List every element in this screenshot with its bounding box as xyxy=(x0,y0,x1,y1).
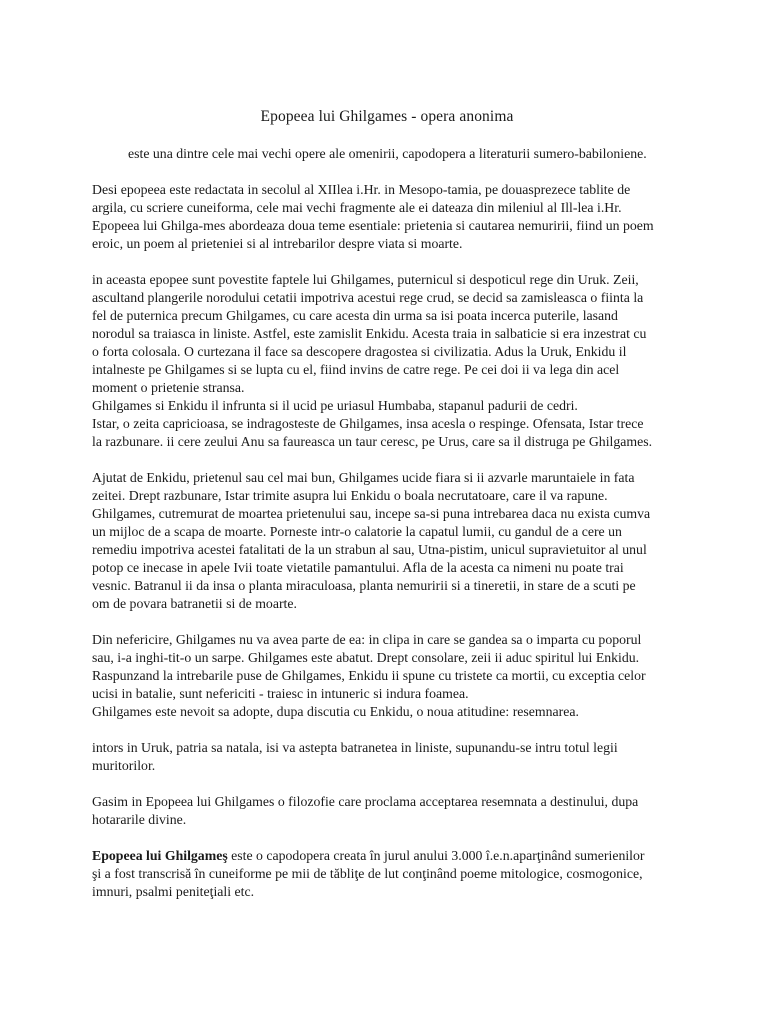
document-page xyxy=(92,0,682,1024)
paragraph-capodopera-text: este o capodopera creata în jurul anului 3.000 î.e.n.aparţinând sumerienilor şi a fost transcrisă în cuneiforme pe mii de tăbliţe de lut conţinând poeme mitologice, cosmogonice, imnuri, psalmi peniteţiali etc. xyxy=(92,848,645,899)
paragraph-enkidu-moarte: Ajutat de Enkidu, prietenul sau cel mai bun, Ghilgames ucide fiara si ii azvarle maruntaiele in fata zeitei. Drept razbunare, Istar trimite asupra lui Enkidu o boala necrutatoare, care il va rapune. xyxy=(92,470,635,503)
paragraph-intro: este una dintre cele mai vechi opere ale omenirii, capodopera a literaturii sumero-babiloniene. xyxy=(128,146,647,161)
paragraph-istar: Istar, o zeita capricioasa, se indragosteste de Ghilgames, insa acesla o respinge. Ofensata, Istar trece la razbunare. ii cere zeului Anu sa faureasca un taur ceresc, pe Urus, care sa il distruga pe Ghilgames. xyxy=(92,416,653,449)
paragraph-teme: Epopeea lui Ghilga-mes abordeaza doua teme esentiale: prietenia si cautarea nemuririi, fiind un poem eroic, un poem al prieteniei si al intrebarilor despre viata si moarte. xyxy=(92,218,654,251)
document-body xyxy=(92,145,654,901)
paragraph-redactare: Desi epopeea este redactata in secolul al XIIlea i.Hr. in Mesopo-tamia, pe douasprezece tablite de argila, cu scriere cuneiforma, cele mai vechi fragmente ale ei dateaza din mileniul al Ill-lea i.Hr. xyxy=(92,182,631,215)
paragraph-fapte: in aceasta epopee sunt povestite faptele lui Ghilgames, puternicul si despoticul rege din Uruk. Zeii, ascultand plangerile norodului cetatii impotriva acestui rege crud, se decid sa zamisleasca o fiinta la fel de puternica precum Ghilgames, cu care acesta din urma sa isi poata incerca puterile, lasand norodul sa traiasca in liniste. Astfel, este zamislit Enkidu. Acesta traia in salbaticie si era inzestrat cu o forta colosala. O curtezana il face sa descopere dragostea si civilizatia. Adus la Uruk, Enkidu il intalneste pe Ghilgames si se lupta cu el, fiind invins de catre rege. Pe cei doi ii va lega din acel moment o prietenie stransa. xyxy=(92,272,647,395)
paragraph-resemnare: Ghilgames este nevoit sa adopte, dupa discutia cu Enkidu, o noua atitudine: resemnarea. xyxy=(92,704,579,719)
paragraph-humbaba: Ghilgames si Enkidu il infrunta si il ucid pe uriasul Humbaba, stapanul padurii de cedri. xyxy=(92,398,578,413)
paragraph-calatorie: Ghilgames, cutremurat de moartea prietenului sau, incepe sa-si puna intrebarea daca nu exista cumva un mijloc de a scapa de moarte. Porneste intr-o calatorie la capatul lumii, cu gandul de a cere un remediu impotriva acestei fatalitati de la un strabun al sau, Utna-pistim, unicul supravietuitor al unul potop ce inecase in apele Ivii toate vietatile pamantului. Afla de la acesta ca nimeni nu poate trai vesnic. Batranul ii da insa o planta miraculoasa, planta nemuririi si a tineretii, in stare de a scuti pe om de povara batranetii si de moarte. xyxy=(92,506,651,611)
paragraph-capodopera xyxy=(92,847,654,901)
paragraph-intors: intors in Uruk, patria sa natala, isi va astepta batranetea in liniste, supunandu-se intru totul legii muritorilor. xyxy=(92,740,618,773)
paragraph-sarpe: Din nefericire, Ghilgames nu va avea parte de ea: in clipa in care se gandea sa o imparta cu poporul sau, i-a inghi-tit-o un sarpe. Ghilgames este abatut. Drept consolare, zeii ii aduc spiritul lui Enkidu. Raspunzand la intrebarile puse de Ghilgames, Enkidu ii spune cu tristete ca mortii, cu exceptia celor ucisi in batalie, sunt nefericiti - traiesc in intuneric si indura foamea. xyxy=(92,632,646,701)
document-title: Epopeea lui Ghilgames - opera anonima xyxy=(260,108,514,125)
paragraph-filozofie: Gasim in Epopeea lui Ghilgames o filozofie care proclama acceptarea resemnata a destinului, dupa hotararile divine. xyxy=(92,794,639,827)
bold-title-phrase: Epopeea lui Ghilgameş xyxy=(92,848,228,863)
